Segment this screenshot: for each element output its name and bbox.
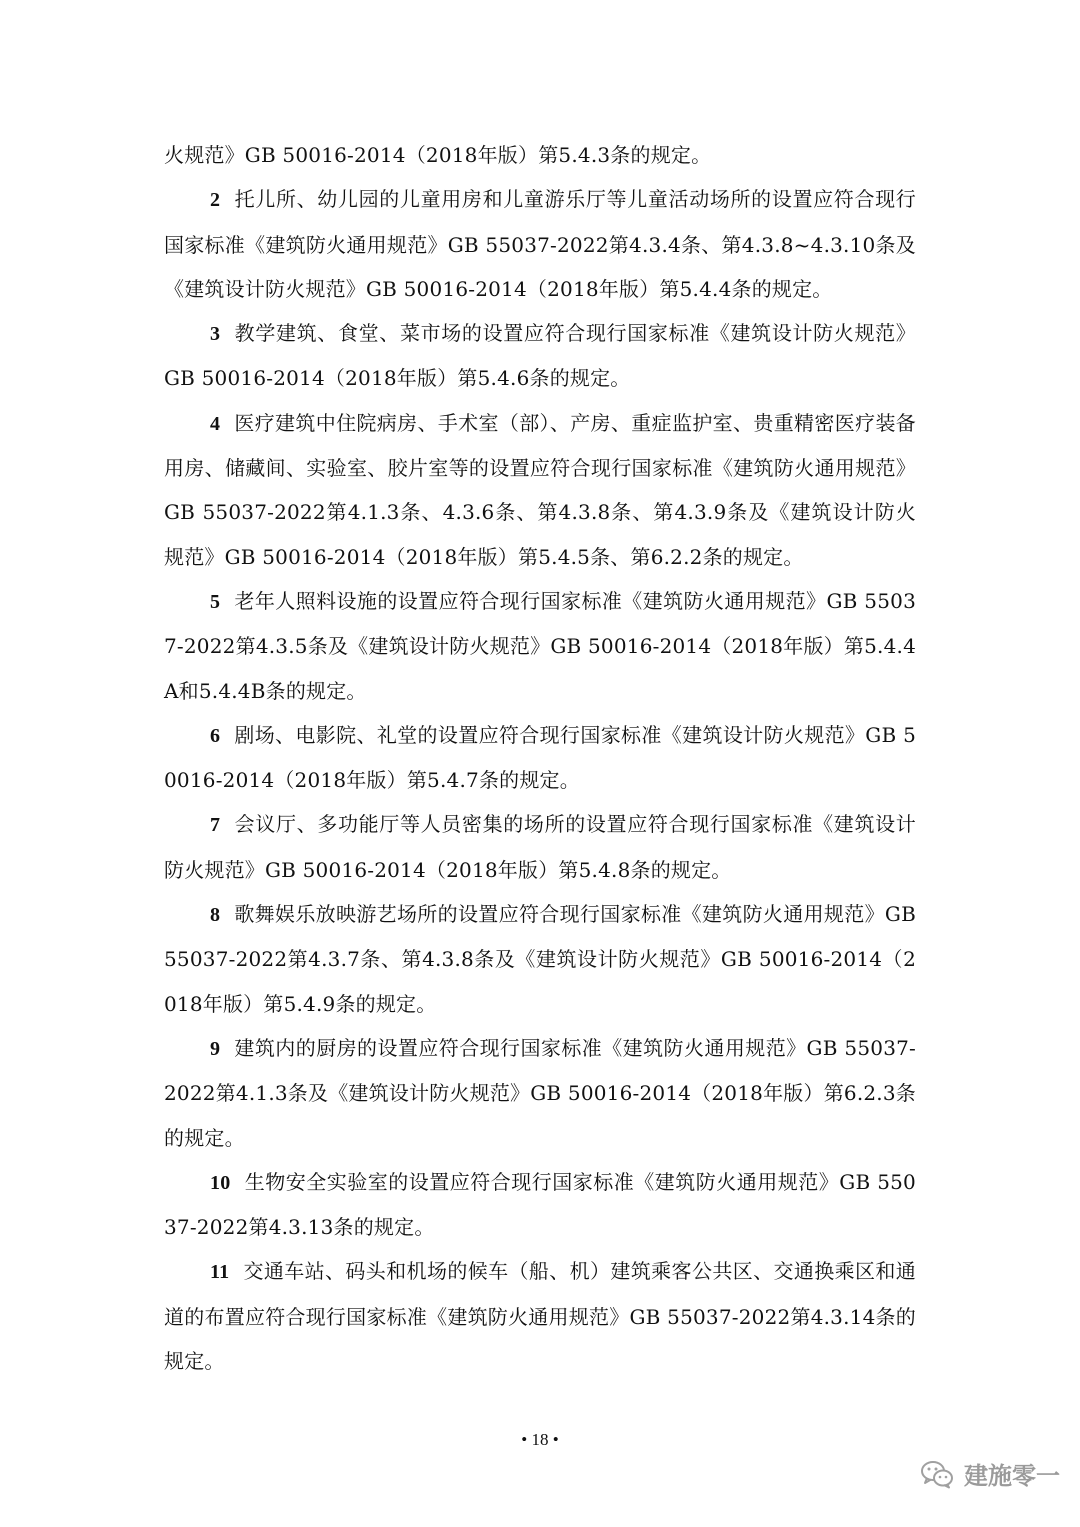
wechat-icon	[920, 1459, 954, 1489]
clause-text: 生物安全实验室的设置应符合现行国家标准《建筑防火通用规范》GB 55037-2022第4.3.13条的规定。	[164, 1169, 916, 1240]
watermark	[920, 1456, 1060, 1491]
clause-item-6	[164, 713, 916, 803]
clause-item-8	[164, 892, 916, 1026]
clause-number: 8	[210, 904, 221, 927]
page-number: • 18 •	[521, 1430, 559, 1449]
clause-number: 9	[210, 1037, 221, 1060]
clause-text: 建筑内的厨房的设置应符合现行国家标准《建筑防火通用规范》GB 55037-2022第4.1.3条及《建筑设计防火规范》GB 50016-2014（2018年版）第6.2.3条的规定。	[164, 1035, 916, 1150]
clause-number: 11	[210, 1261, 230, 1284]
clause-text: 歌舞娱乐放映游艺场所的设置应符合现行国家标准《建筑防火通用规范》GB 55037-2022第4.3.7条、第4.3.8条及《建筑设计防火规范》GB 50016-2014（2018年版）第5.4.9条的规定。	[164, 902, 916, 1016]
clause-text: 托儿所、幼儿园的儿童用房和儿童游乐厅等儿童活动场所的设置应符合现行国家标准《建筑防火通用规范》GB 55037-2022第4.3.4条、第4.3.8~4.3.10条及《建筑设计防火规范》GB 50016-2014（2018年版）第5.4.4条的规定。	[164, 187, 916, 301]
clause-item-3	[164, 311, 916, 401]
clause-number: 2	[210, 189, 221, 212]
clause-item-7	[164, 802, 916, 892]
clause-item-10	[164, 1160, 916, 1250]
clause-item-11	[164, 1249, 916, 1383]
clause-text: 剧场、电影院、礼堂的设置应符合现行国家标准《建筑设计防火规范》GB 50016-2014（2018年版）第5.4.7条的规定。	[164, 722, 916, 793]
clause-number: 7	[210, 814, 221, 837]
clause-text: 教学建筑、食堂、菜市场的设置应符合现行国家标准《建筑设计防火规范》GB 50016-2014（2018年版）第5.4.6条的规定。	[164, 321, 916, 391]
clause-number: 5	[210, 590, 221, 613]
clause-number: 3	[210, 323, 221, 346]
clause-number: 4	[210, 412, 221, 435]
clause-text: 会议厅、多功能厅等人员密集的场所的设置应符合现行国家标准《建筑设计防火规范》GB 50016-2014（2018年版）第5.4.8条的规定。	[164, 812, 916, 882]
clause-item-2	[164, 177, 916, 311]
continuation-paragraph: 火规范》GB 50016-2014（2018年版）第5.4.3条的规定。	[164, 143, 712, 167]
clause-number: 6	[210, 724, 221, 747]
clause-item-9	[164, 1026, 916, 1160]
watermark-text: 建施零一	[964, 1462, 1060, 1490]
clause-text: 交通车站、码头和机场的候车（船、机）建筑乘客公共区、交通换乘区和通道的布置应符合现行国家标准《建筑防火通用规范》GB 55037-2022第4.3.14条的规定。	[164, 1259, 916, 1374]
clause-text: 医疗建筑中住院病房、手术室（部）、产房、重症监护室、贵重精密医疗装备用房、储藏间、实验室、胶片室等的设置应符合现行国家标准《建筑防火通用规范》GB 55037-2022第4.1.3条、4.3.6条、第4.3.8条、第4.3.9条及《建筑设计防火规范》GB 50016-2014（2018年版）第5.4.5条、第6.2.2条的规定。	[164, 410, 916, 569]
clause-item-5	[164, 579, 916, 713]
clause-item-4	[164, 401, 916, 579]
document-body	[164, 133, 916, 1383]
clause-number: 10	[210, 1171, 231, 1194]
clause-text: 老年人照料设施的设置应符合现行国家标准《建筑防火通用规范》GB 55037-2022第4.3.5条及《建筑设计防火规范》GB 50016-2014（2018年版）第5.4.4A和5.4.4B条的规定。	[164, 588, 916, 703]
